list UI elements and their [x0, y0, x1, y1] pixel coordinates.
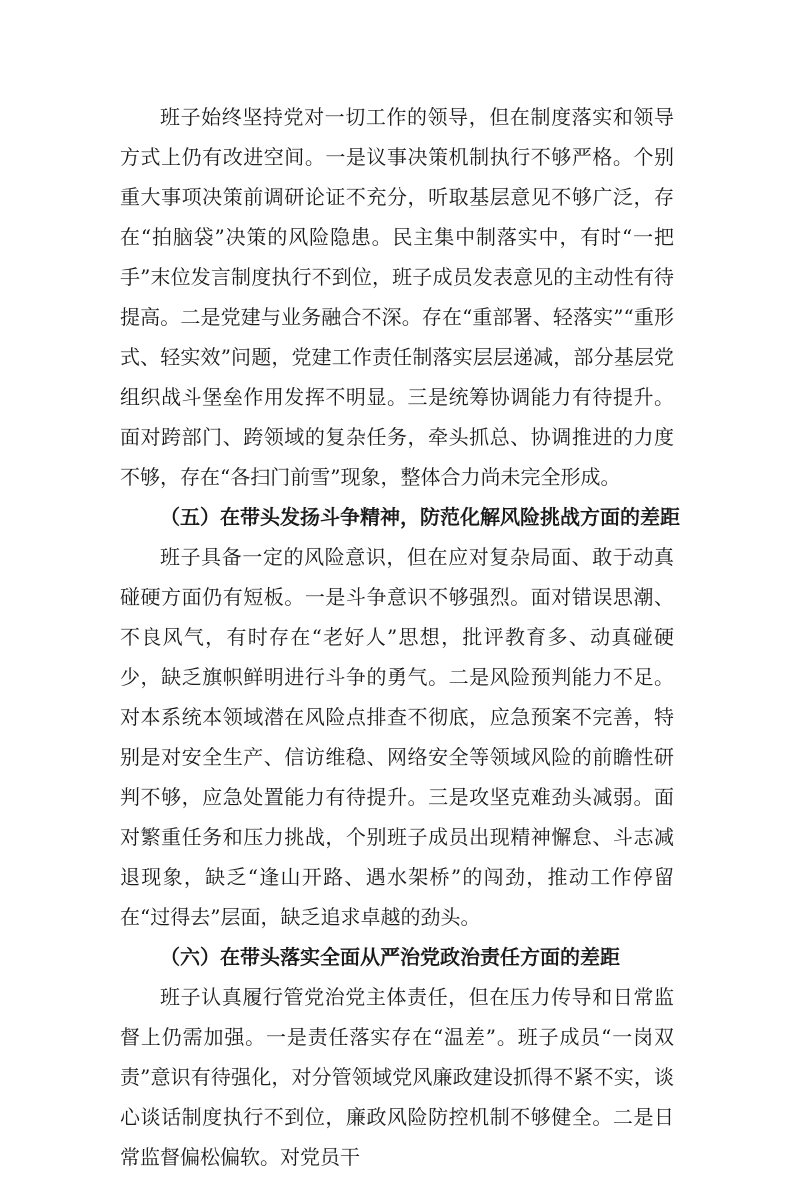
section-heading-5: （五）在带头发扬斗争精神，防范化解风险挑战方面的差距 — [160, 505, 680, 529]
paragraph-party-governance: 班子认真履行管党治党主体责任，但在压力传导和日常监督上仍需加强。一是责任落实存在“温差”。班子成员“一岗双责”意识有待强化，对分管领域党风廉政建设抓得不紧不实，谈心谈话制度执行不到位，廉政风险防控机制不够健全。二是日常监督偏松偏软。对党员干 — [120, 985, 674, 1169]
document-body — [120, 97, 680, 1177]
paragraph-risk: 班子具备一定的风险意识，但在应对复杂局面、敢于动真碰硬方面仍有短板。一是斗争意识不够强烈。面对错误思潮、不良风气，有时存在“老好人”思想，批评教育多、动真碰硬少，缺乏旗帜鲜明进行斗争的勇气。二是风险预判能力不足。对本系统本领域潜在风险点排查不彻底，应急预案不完善，特别是对安全生产、信访维稳、网络安全等领域风险的前瞻性研判不够，应急处置能力有待提升。三是攻坚克难劲头减弱。面对繁重任务和压力挑战，个别班子成员出现精神懈怠、斗志减退现象，缺乏“逢山开路、遇水架桥”的闯劲，推动工作停留在“过得去”层面，缺乏追求卓越的劲头。 — [120, 545, 674, 929]
section-heading-6: （六）在带头落实全面从严治党政治责任方面的差距 — [160, 945, 620, 969]
paragraph-leadership: 班子始终坚持党对一切工作的领导，但在制度落实和领导方式上仍有改进空间。一是议事决策机制执行不够严格。个别重大事项决策前调研论证不充分，听取基层意见不够广泛，存在“拍脑袋”决策的风险隐患。民主集中制落实中，有时“一把手”末位发言制度执行不到位，班子成员发表意见的主动性有待提高。二是党建与业务融合不深。存在“重部署、轻落实”“重形式、轻实效”问题，党建工作责任制落实层层递减，部分基层党组织战斗堡垒作用发挥不明显。三是统筹协调能力有待提升。面对跨部门、跨领域的复杂任务，牵头抓总、协调推进的力度不够，存在“各扫门前雪”现象，整体合力尚未完全形成。 — [120, 105, 674, 489]
